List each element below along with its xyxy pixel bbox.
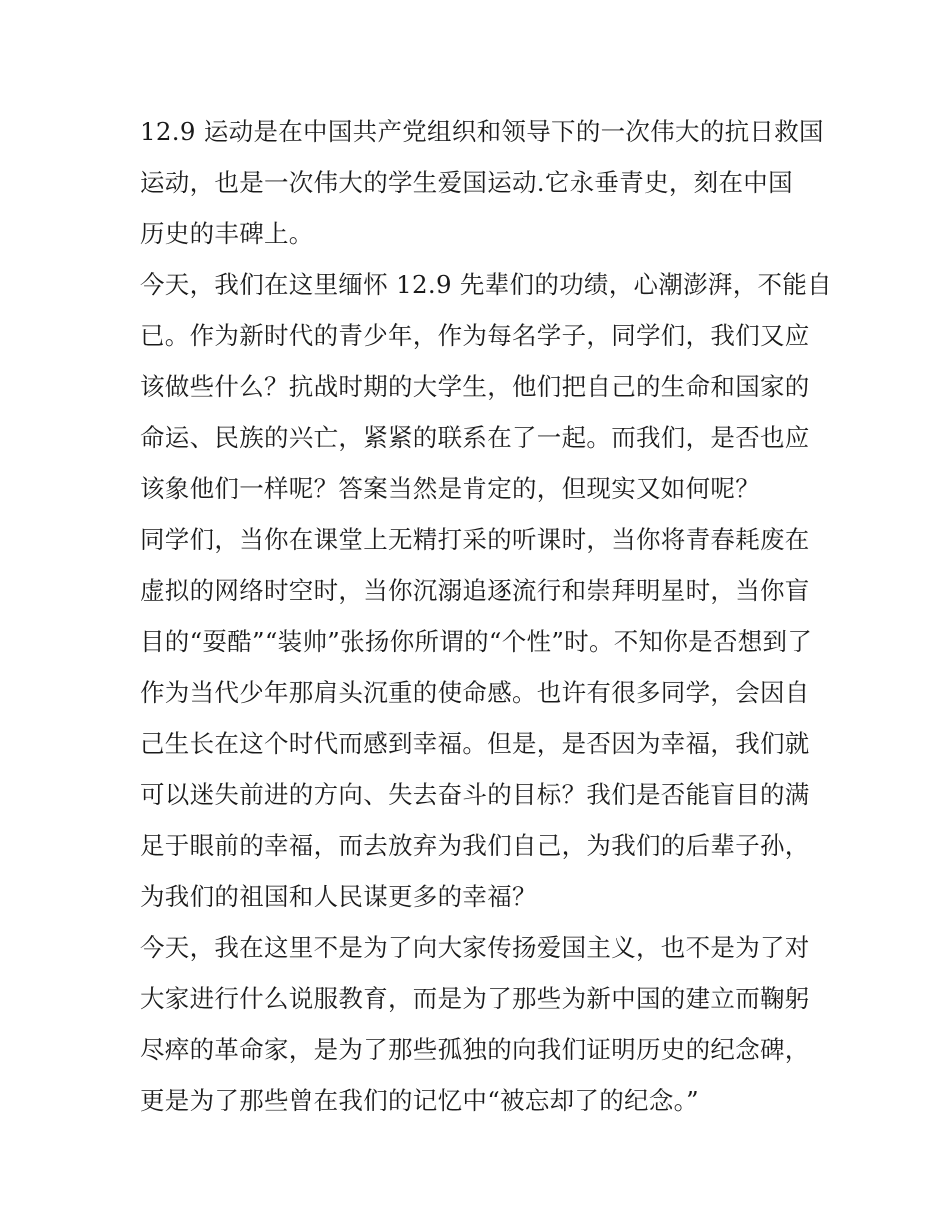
text-line: 目的“耍酷”“装帅”张扬你所谓的“个性”时。不知你是否想到了	[140, 627, 813, 656]
text-line: 今天，我们在这里缅怀 12.9 先辈们的功绩，心潮澎湃，不能自	[140, 270, 832, 299]
text-line: 同学们，当你在课堂上无精打采的听课时，当你将青春耗废在	[140, 525, 810, 554]
text-line: 为我们的祖国和人民谋更多的幸福？	[140, 882, 537, 911]
text-line: 虚拟的网络时空时，当你沉溺追逐流行和崇拜明星时，当你盲	[140, 576, 810, 605]
text-line: 今天，我在这里不是为了向大家传扬爱国主义，也不是为了对	[140, 933, 810, 962]
paragraph-2	[140, 259, 832, 514]
text-line: 该象他们一样呢？答案当然是肯定的，但现实又如何呢？	[140, 474, 760, 503]
paragraph-3	[140, 514, 820, 922]
text-line: 已。作为新时代的青少年，作为每名学子，同学们，我们又应	[140, 321, 810, 350]
text-line: 命运、民族的兴亡，紧紧的联系在了一起。而我们，是否也应	[140, 423, 810, 452]
text-line: 运动，也是一次伟大的学生爱国运动.它永垂青史，刻在中国	[140, 168, 793, 197]
text-line: 该做些什么？抗战时期的大学生，他们把自己的生命和国家的	[140, 372, 810, 401]
text-line: 12.9 运动是在中国共产党组织和领导下的一次伟大的抗日救国	[140, 117, 824, 146]
text-line: 尽瘁的革命家，是为了那些孤独的向我们证明历史的纪念碑，	[140, 1035, 810, 1064]
document-body	[140, 106, 832, 1126]
text-line: 大家进行什么说服教育，而是为了那些为新中国的建立而鞠躬	[140, 984, 810, 1013]
text-line: 足于眼前的幸福，而去放弃为我们自己，为我们的后辈子孙，	[140, 831, 810, 860]
text-line: 更是为了那些曾在我们的记忆中“被忘却了的纪念。”	[140, 1086, 699, 1115]
paragraph-1	[140, 106, 824, 259]
text-line: 可以迷失前进的方向、失去奋斗的目标？我们是否能盲目的满	[140, 780, 810, 809]
text-line: 历史的丰碑上。	[140, 219, 314, 248]
paragraph-4	[140, 922, 820, 1126]
text-line: 己生长在这个时代而感到幸福。但是，是否因为幸福，我们就	[140, 729, 810, 758]
text-line: 作为当代少年那肩头沉重的使命感。也许有很多同学，会因自	[140, 678, 810, 707]
